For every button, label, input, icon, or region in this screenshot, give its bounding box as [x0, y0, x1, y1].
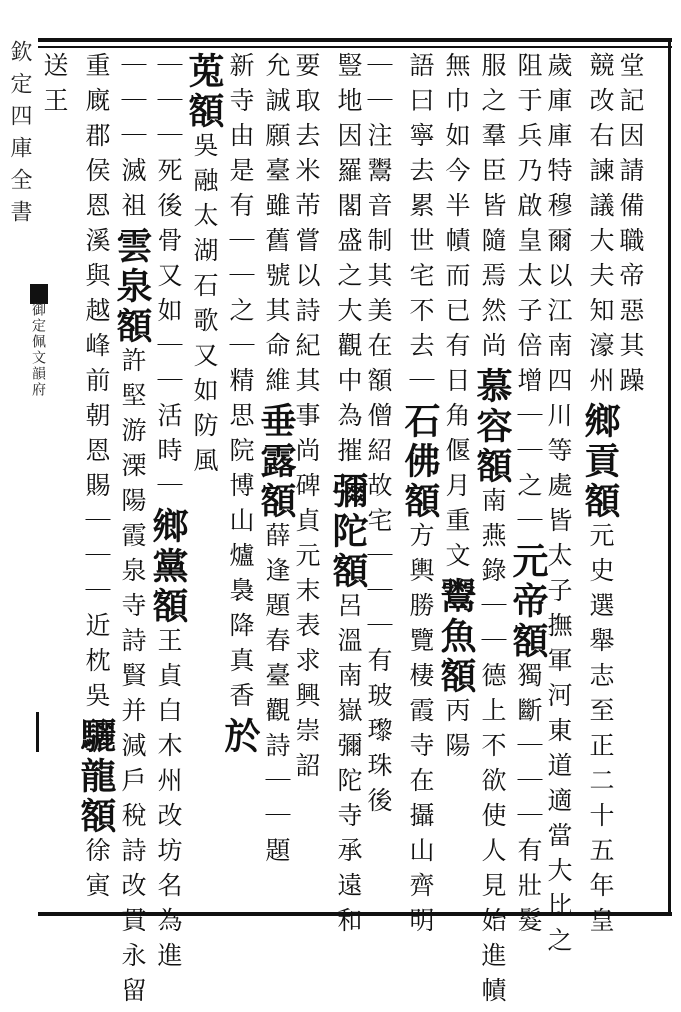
entry-text: 不欲使人見始進幘: [478, 732, 507, 1012]
entry-text: ｜｜｜死後骨又如｜｜活時｜: [154, 52, 183, 507]
entry-text: 堂記因請備職帝惡其躁: [616, 52, 645, 402]
entry-headword: 垂露額: [255, 402, 297, 522]
entry-text: 王貞白木州改坊名為進: [154, 627, 183, 977]
entry-headword: 雲泉額: [111, 227, 153, 347]
entry-headword: 鄉貢額: [579, 402, 621, 522]
text-column: [255, 52, 297, 912]
right-border-rule: [668, 38, 671, 916]
top-border-rule: [38, 38, 672, 42]
entry-text: 南燕錄｜｜德上: [478, 487, 507, 732]
entry-text: 要取去米芾嘗以詩紀其事: [292, 52, 321, 437]
entry-headword: 石佛額: [399, 402, 441, 522]
text-column: [618, 52, 643, 912]
text-column: [183, 52, 225, 912]
entry-text: 新寺由是有｜｜之｜: [226, 52, 255, 367]
entry-text: 歲庫庫特穆爾以江南四川等處皆: [544, 52, 573, 542]
entry-text: 語曰寧去累世宅不去｜: [406, 52, 435, 402]
entry-text: 豎地因羅閣盛之大觀中為摧: [334, 52, 363, 472]
top-border-inner-rule: [38, 46, 672, 48]
entry-text: 有日角偃月重文: [442, 332, 471, 577]
text-column: [366, 52, 391, 912]
entry-text: 丙陽: [442, 697, 471, 767]
entry-text: 薛逢題春臺觀詩｜｜題: [262, 522, 291, 872]
entry-text: 許堅游溧陽霞泉寺詩: [118, 347, 147, 662]
text-column: [507, 52, 549, 942]
entry-text: 重廐郡侯恩: [82, 52, 111, 227]
entry-text: 方輿勝覽棲霞寺在攝山齊明: [406, 522, 435, 942]
margin-book-title: 御定佩文韻府: [30, 302, 46, 398]
text-column: [544, 52, 573, 962]
entry-text: 呂溫南嶽彌陀寺承遠和: [334, 592, 363, 942]
entry-text: 太子撫軍河東道適當大比之: [544, 542, 573, 962]
entry-headword: 驪龍額: [75, 717, 117, 837]
margin-edge-glyphs: 欽定四庫全書: [7, 40, 32, 232]
entry-text: 吳融太湖石歌又如防風: [190, 132, 219, 482]
entry-text: 賢并減戶稅詩改貫永留: [118, 662, 147, 1012]
entry-text: 元史選舉志至正二十五年皇: [586, 522, 615, 942]
text-column: [294, 52, 319, 912]
entry-text: 精思院博山爐裊降真香: [226, 367, 255, 717]
entry-headword: 彌陀額: [327, 472, 369, 592]
text-column: [327, 52, 369, 942]
entry-text: 送王: [40, 52, 69, 122]
entry-text: 無巾如今半幘而已: [442, 52, 471, 332]
entry-text: 溪與越峰前朝恩賜｜｜｜: [82, 227, 111, 612]
text-column: [399, 52, 441, 942]
text-column: [147, 52, 189, 977]
entry-headword: 鬻魚額: [435, 577, 477, 697]
text-column: [42, 52, 67, 912]
entry-text: 僧紹故宅｜｜｜有玻瓈珠後: [364, 402, 393, 822]
entry-headword: 於: [219, 717, 261, 757]
text-column: [435, 52, 477, 912]
entry-headword: 莵額: [183, 52, 225, 132]
entry-headword: 元帝額: [507, 542, 549, 662]
entry-text: 允誠願臺雖舊號其命維: [262, 52, 291, 402]
text-column: [75, 52, 117, 912]
entry-text: 競改右諫議大夫知濠州: [586, 52, 615, 402]
entry-headword: 鄉黨額: [147, 507, 189, 627]
entry-text: ｜｜｜滅祖: [118, 52, 147, 227]
text-column: [219, 52, 261, 912]
binding-margin: [2, 40, 46, 920]
entry-headword: 慕容額: [471, 367, 513, 487]
text-column: [579, 52, 621, 942]
entry-text: 徐寅: [82, 837, 111, 907]
text-column: [111, 52, 153, 1012]
entry-text: 獨斷｜｜｜有壯髮: [514, 662, 543, 942]
entry-text: 尚碑貞元末表求興崇詔: [292, 437, 321, 787]
entry-text: 阻于兵乃啟皇太子倍增｜｜之｜: [514, 52, 543, 542]
entry-text: 服之羣臣皆隨焉然尚: [478, 52, 507, 367]
entry-text: 近枕吳: [82, 612, 111, 717]
text-column: [471, 52, 513, 1012]
entry-text: ｜｜注鬻音制其美在額: [364, 52, 393, 402]
